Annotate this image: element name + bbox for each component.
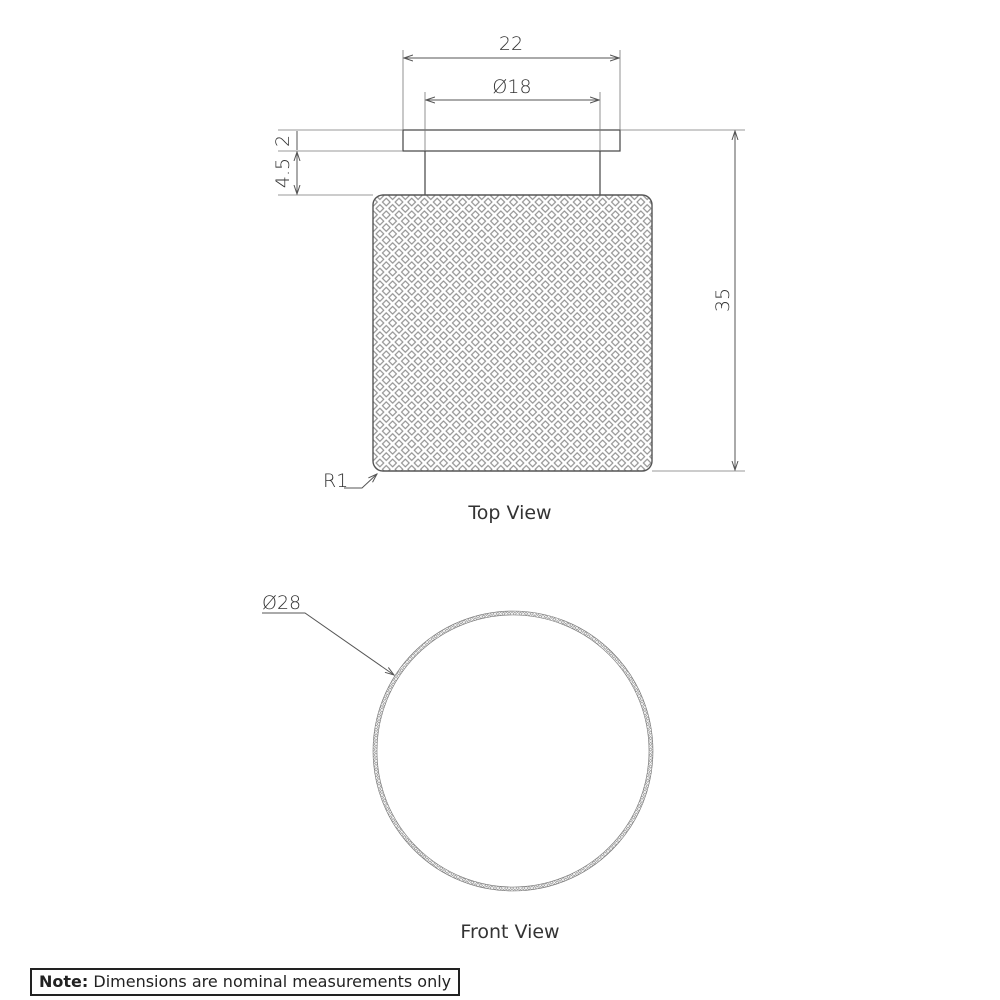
front-view-label: Front View bbox=[460, 921, 560, 943]
knurled-ring-outline bbox=[375, 613, 651, 889]
dim-stem-height: 4.5 bbox=[272, 157, 294, 189]
top-view-label: Top View bbox=[468, 502, 552, 524]
knurled-texture-icon bbox=[373, 195, 652, 471]
inner-circle bbox=[377, 615, 649, 887]
dim-flange-height: 2 bbox=[272, 134, 294, 148]
note-text: Dimensions are nominal measurements only bbox=[93, 972, 452, 991]
top-view bbox=[272, 33, 745, 524]
note-box bbox=[30, 968, 460, 996]
dim-stem-diameter: Ø18 bbox=[492, 76, 532, 98]
flange-outline bbox=[403, 130, 620, 151]
dim-overall-width: 22 bbox=[498, 33, 524, 55]
front-view bbox=[262, 592, 653, 943]
dim-total-length: 35 bbox=[712, 287, 734, 313]
dim-corner-radius: R1 bbox=[323, 470, 349, 492]
r1-leader bbox=[344, 474, 377, 488]
note-label: Note: bbox=[39, 972, 89, 991]
dim-outer-diameter: Ø28 bbox=[262, 592, 302, 614]
d28-leader bbox=[262, 613, 394, 675]
